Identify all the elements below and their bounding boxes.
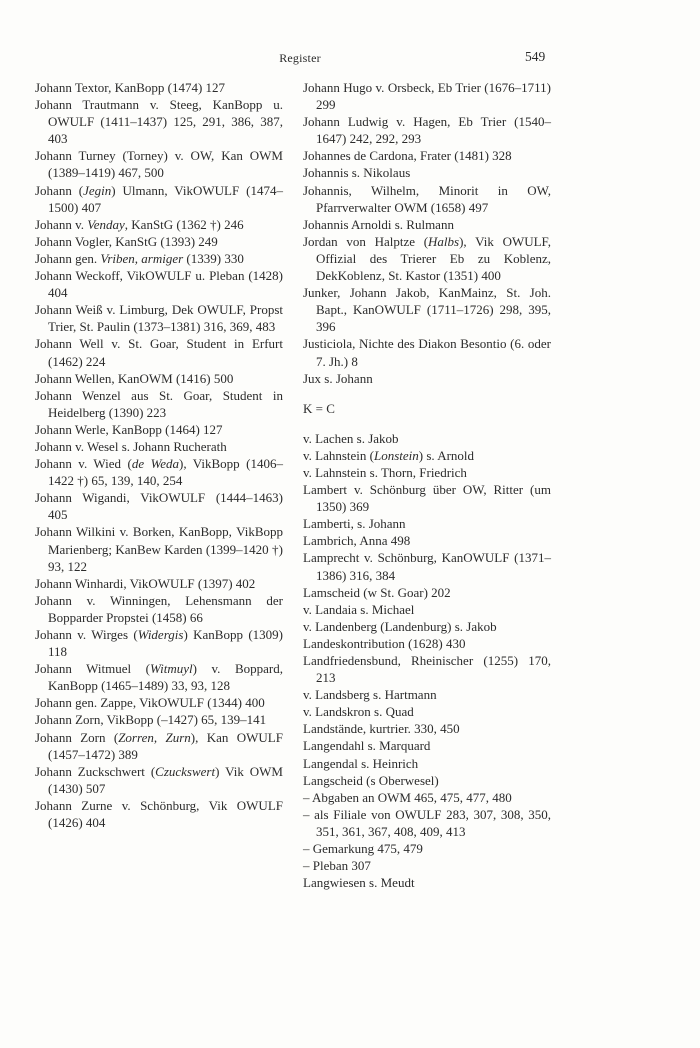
index-entry — [303, 874, 551, 891]
index-entry — [35, 438, 283, 455]
index-entry — [303, 164, 551, 181]
entry-text: Johann Winhardi, VikOWULF (1397) 402 — [35, 575, 256, 591]
entry-text: Langendal s. Heinrich — [303, 755, 419, 771]
index-entry — [303, 549, 551, 583]
entry-italic-variant: Widergis — [137, 627, 184, 642]
index-entry — [35, 729, 283, 763]
index-entry — [303, 618, 551, 635]
entry-text: v. Landsberg s. Hartmann — [303, 687, 437, 703]
entry-text: Johann Werle, KanBopp (1464) 127 — [35, 421, 223, 437]
entry-text: Johann v. Wirges ( — [35, 627, 138, 642]
entry-text: v. Landskron s. Quad — [303, 704, 414, 720]
entry-text: v. Lahnstein s. Thorn, Friedrich — [303, 464, 467, 480]
entry-text: Johann Zurne v. Schönburg, Vik OWULF (1426) 404 — [35, 797, 283, 831]
index-entry — [303, 720, 551, 737]
index-entries-l — [303, 430, 551, 892]
entry-text: Johann Zorn ( — [35, 729, 119, 745]
entry-text: ) Ulmann, VikOWULF (1474–1500) 407 — [48, 182, 283, 215]
index-entry — [35, 301, 283, 335]
index-subentry — [303, 789, 551, 806]
index-column-left — [35, 79, 283, 831]
entry-text: Langscheid (s Oberwesel) — [303, 772, 439, 788]
entry-text: Johann Wenzel aus St. Goar, Student in Heidelberg (1390) 223 — [35, 387, 283, 420]
page-number: 549 — [525, 49, 546, 64]
entry-text: v. Lachen s. Jakob — [303, 430, 399, 446]
index-entry — [303, 335, 551, 369]
entry-text: Johann gen. Zappe, VikOWULF (1344) 400 — [35, 695, 265, 711]
entry-text: Johann Turney (Torney) v. OW, Kan OWM (1389–1419) 467, 500 — [35, 148, 283, 181]
entry-text: Johann Hugo v. Orsbeck, Eb Trier (1676–1711) 299 — [303, 80, 551, 113]
index-entry — [35, 335, 283, 369]
index-entry — [35, 711, 283, 728]
index-entry — [303, 430, 551, 447]
entry-text: Johann Textor, KanBopp (1474) 127 — [35, 80, 226, 95]
entry-text: Lamprecht v. Schönburg, KanOWULF (1371–1386) 316, 384 — [303, 550, 551, 583]
index-entry — [303, 584, 551, 601]
index-entry — [35, 455, 283, 489]
index-entry — [303, 772, 551, 789]
index-entry — [35, 626, 283, 660]
entry-text: – als Filiale von OWULF 283, 307, 308, 350, 351, 361, 367, 408, 409, 413 — [303, 806, 551, 839]
index-entry — [35, 233, 283, 250]
index-entry — [35, 96, 283, 147]
entry-text: Johann Weiß v. Limburg, Dek OWULF, Propst Trier, St. Paulin (1373–1381) 316, 369, 483 — [35, 302, 283, 335]
index-entry — [303, 737, 551, 754]
entry-text: Lambrich, Anna 498 — [303, 533, 411, 549]
index-entry — [35, 797, 283, 831]
entry-text: Johann Trautmann v. Steeg, KanBopp u. OWULF (1411–1437) 125, 291, 386, 387, 403 — [35, 97, 283, 147]
entry-text: Johann Zorn, VikBopp (–1427) 65, 139–141 — [35, 712, 267, 728]
index-entry — [35, 421, 283, 438]
entry-text: Johann Wilkini v. Borken, KanBopp, VikBopp Marienberg; KanBew Karden (1399–1420 †) 93, 122 — [35, 524, 283, 574]
index-entry — [303, 370, 551, 387]
index-entry — [35, 660, 283, 694]
entry-text: Johannis, Wilhelm, Minorit in OW, Pfarrverwalter OWM (1658) 497 — [303, 182, 551, 215]
index-entries-j — [303, 79, 551, 387]
entry-text: Johann v. Winningen, Lehensmann der Bopparder Propstei (1458) 66 — [35, 592, 283, 625]
entry-italic-variant: Lonstein — [374, 447, 419, 463]
index-entry — [303, 113, 551, 147]
entry-text: ) v. Boppard, KanBopp (1465–1489) 33, 93, 128 — [48, 661, 283, 694]
entry-text: Johann Zuckschwert ( — [35, 763, 156, 779]
index-entry — [35, 182, 283, 216]
entry-text: Landfriedensbund, Rheinischer (1255) 170, 213 — [303, 653, 551, 686]
entry-text: Johann Vogler, KanStG (1393) 249 — [35, 233, 218, 249]
entry-text: Junker, Johann Jakob, KanMainz, St. Joh. Bapt., KanOWULF (1711–1726) 298, 395, 396 — [303, 285, 551, 335]
entry-text: ), Vik OWULF, Offizial des Trierer Eb zu Koblenz, DekKoblenz, St. Kastor (1351) 400 — [316, 233, 551, 284]
entry-text: Johannis Arnoldi s. Rulmann — [303, 216, 454, 232]
entry-text: Johann Well v. St. Goar, Student in Erfurt (1462) 224 — [35, 336, 283, 369]
entry-text: ), VikBopp (1406–1422 †) 65, 139, 140, 254 — [48, 456, 283, 489]
index-entry — [303, 652, 551, 686]
index-entry — [35, 250, 283, 267]
entry-italic-variant: Witmuyl — [150, 661, 193, 677]
entry-text: Langwiesen s. Meudt — [303, 875, 415, 891]
entry-italic-variant: Venday — [87, 216, 125, 232]
entry-text: Lamscheid (w St. Goar) 202 — [303, 584, 451, 600]
index-entry — [35, 79, 283, 96]
index-subentry — [303, 857, 551, 874]
entry-text: Johann Witmuel ( — [35, 661, 151, 677]
entry-text: , KanStG (1362 †) 246 — [124, 216, 244, 232]
entry-text: Johann ( — [35, 182, 84, 198]
entry-text: Lambert v. Schönburg über OW, Ritter (um 1350) 369 — [303, 482, 551, 515]
entry-text: ), Kan OWULF (1457–1472) 389 — [48, 729, 283, 762]
entry-text: v. Landaia s. Michael — [303, 601, 415, 617]
section-gap — [303, 417, 551, 430]
entry-italic-variant: Vriben, armiger — [100, 250, 184, 266]
entry-text: Johann Wellen, KanOWM (1416) 500 — [35, 370, 234, 386]
entry-text: ) KanBopp (1309) 118 — [48, 627, 283, 660]
index-entry — [303, 601, 551, 618]
entry-text: Langendahl s. Marquard — [303, 738, 431, 754]
entry-text: Johann Ludwig v. Hagen, Eb Trier (1540–1647) 242, 292, 293 — [303, 114, 551, 147]
index-entry — [303, 216, 551, 233]
entry-text: Justiciola, Nichte des Diakon Besontio (6. oder 7. Jh.) 8 — [303, 336, 551, 369]
entry-italic-variant: de Weda — [131, 456, 179, 472]
entry-text: Johann Weckoff, VikOWULF u. Pleban (1428) 404 — [35, 268, 283, 301]
entry-italic-variant: Czuckswert — [155, 763, 216, 779]
entry-text: Johann Wigandi, VikOWULF (1444–1463) 405 — [35, 490, 283, 523]
index-entry — [303, 147, 551, 164]
entry-text: Johann v. Wesel s. Johann Rucherath — [35, 438, 227, 454]
section-heading: K = C — [303, 400, 335, 416]
index-entry — [35, 147, 283, 181]
index-entry — [35, 575, 283, 592]
entry-text: Johannes de Cardona, Frater (1481) 328 — [303, 148, 512, 164]
index-entry — [35, 489, 283, 523]
entry-text: (1339) 330 — [183, 250, 244, 266]
entry-text: Johannis s. Nikolaus — [303, 165, 411, 181]
entry-text: Johann v. Wied ( — [35, 456, 132, 472]
entry-text: – Abgaben an OWM 465, 475, 477, 480 — [303, 789, 512, 805]
entry-text: ) s. Arnold — [418, 447, 475, 463]
entry-text: – Pleban 307 — [303, 858, 371, 874]
index-entry — [303, 284, 551, 335]
index-entry — [35, 694, 283, 711]
entry-italic-variant: Jegin — [83, 182, 112, 198]
index-entry — [303, 481, 551, 515]
index-entry — [303, 755, 551, 772]
index-subentry — [303, 840, 551, 857]
index-subentry — [303, 806, 551, 840]
entry-italic-variant: Zorren, Zurn — [118, 729, 191, 745]
entry-text: ) Vik OWM (1430) 507 — [48, 763, 283, 796]
index-entry — [35, 387, 283, 421]
index-entry — [35, 763, 283, 797]
index-entry — [35, 216, 283, 233]
entry-text: v. Landenberg (Landenburg) s. Jakob — [303, 618, 497, 634]
entry-text: Johann v. — [35, 216, 88, 232]
index-entry — [35, 267, 283, 301]
index-column-right — [303, 79, 551, 891]
section-gap — [303, 387, 551, 400]
entry-text: v. Lahnstein ( — [303, 447, 374, 463]
index-entry — [303, 532, 551, 549]
entry-text: – Gemarkung 475, 479 — [303, 841, 423, 857]
index-entry — [303, 703, 551, 720]
index-entry — [303, 686, 551, 703]
entry-text: Landeskontribution (1628) 430 — [303, 635, 466, 651]
index-entry — [303, 233, 551, 284]
index-entry — [35, 523, 283, 574]
index-entry — [303, 79, 551, 113]
entry-text: Lamberti, s. Johann — [303, 516, 406, 532]
entry-text: Jux s. Johann — [303, 370, 373, 386]
index-entry — [35, 592, 283, 626]
index-entry — [35, 370, 283, 387]
index-entry — [303, 515, 551, 532]
entry-text: Jordan von Halptze ( — [303, 233, 429, 249]
index-entry — [303, 464, 551, 481]
running-head: Register — [279, 51, 321, 65]
entry-italic-variant: Halbs — [428, 233, 460, 249]
index-entry — [303, 447, 551, 464]
index-entry — [303, 182, 551, 216]
entry-text: Landstände, kurtrier. 330, 450 — [303, 721, 460, 737]
entry-text: Johann gen. — [35, 250, 101, 266]
index-entry — [303, 635, 551, 652]
